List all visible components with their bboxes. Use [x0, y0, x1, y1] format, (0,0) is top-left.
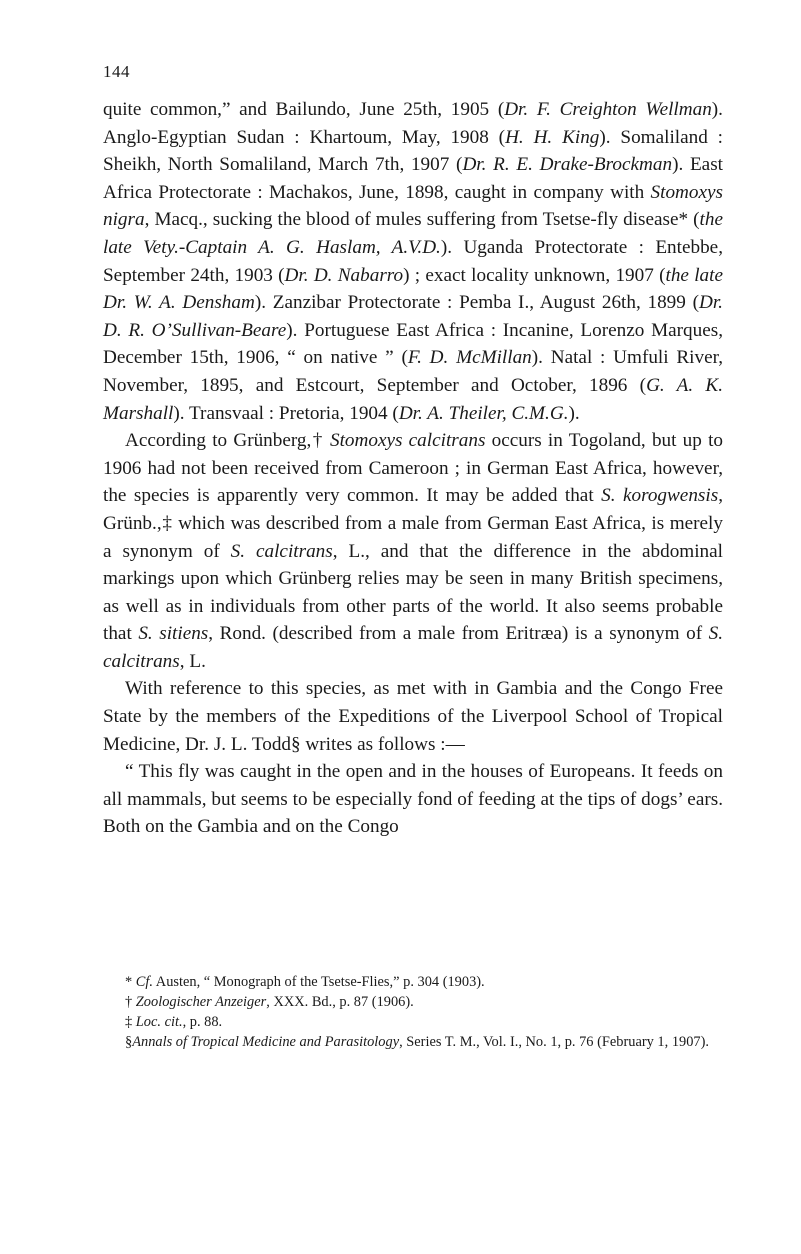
- italic-text: Dr. D. R. O’Sullivan-Beare: [103, 292, 723, 341]
- text-run: , p. 88.: [182, 1014, 223, 1030]
- text-run: †: [125, 994, 136, 1010]
- text-run: ) ; exact locality unknown, 1907 (: [403, 264, 666, 286]
- footnote-austen: [103, 972, 723, 992]
- italic-text: Annals of Tropical Medicine and Parasitology: [132, 1034, 400, 1050]
- text-run: ). Transvaal : Pretoria, 1904 (: [173, 402, 399, 424]
- italic-text: the late Vety.-Captain A. G. Haslam, A.V.D.: [103, 209, 723, 258]
- italic-text: Loc. cit.: [135, 1014, 183, 1030]
- text-run: , L.: [179, 650, 206, 672]
- text-run: , Series T. M., Vol. I., No. 1, p. 76 (February 1, 1907).: [399, 1034, 709, 1050]
- italic-text: Zoologischer Anzeiger: [135, 994, 267, 1010]
- text-run: ).: [568, 402, 580, 424]
- text-run: Austen, “ Monograph of the Tsetse-Flies,” p. 304 (1903).: [153, 974, 485, 990]
- text-run: With reference to this species, as met with in Gambia and the Congo Free State by the members of the Expeditions of the Liverpool School of Tropical Medicine, Dr. J. L. Todd§ writes as follows :—: [103, 678, 723, 755]
- italic-text: S. calcitrans: [103, 623, 723, 672]
- text-run: ). Somaliland : Sheikh, North Somaliland, March 7th, 1907 (: [103, 126, 723, 176]
- text-run: ). Portuguese East Africa : Incanine, Lorenzo Marques, December 15th, 1906, “ on native ” (: [103, 319, 723, 369]
- text-run: ). Zanzibar Protectorate : Pemba I., August 26th, 1899 (: [254, 292, 699, 314]
- italic-text: S. sitiens: [138, 623, 209, 645]
- italic-text: G. A. K. Marshall: [103, 374, 724, 424]
- body-text: [103, 96, 723, 841]
- text-run: ). Uganda Protectorate : Entebbe, September 24th, 1903 (: [103, 236, 723, 286]
- text-run: According to Grünberg,†: [125, 430, 330, 452]
- text-run: , Rond. (described from a male from Eritræa) is a synonym of: [208, 623, 709, 645]
- italic-text: Dr. R. E. Drake-Brockman: [462, 154, 673, 176]
- italic-text: S. korogwensis: [601, 485, 719, 507]
- footnotes: [103, 972, 723, 1052]
- italic-text: Stomoxys nigra: [103, 181, 723, 231]
- footnote-annals: [103, 1032, 723, 1052]
- text-run: §: [125, 1034, 133, 1050]
- paragraph-records: [103, 96, 723, 427]
- paragraph-todd-quote: [103, 758, 723, 841]
- italic-text: H. H. King: [505, 126, 600, 148]
- text-run: ). Natal : Umfuli River, November, 1895, and Estcourt, September and October, 1896 (: [103, 347, 724, 396]
- text-run: quite common,” and Bailundo, June 25th, 1905 (: [103, 99, 505, 120]
- italic-text: S. calcitrans: [230, 540, 333, 562]
- italic-text: Dr. F. Creighton Wellman: [504, 99, 712, 120]
- italic-text: Dr. D. Nabarro: [284, 264, 404, 286]
- text-run: ‡: [125, 1014, 136, 1030]
- text-run: ). Anglo-Egyptian Sudan : Khartoum, May, 1908 (: [103, 99, 723, 148]
- text-run: occurs in Togoland, but up to 1906 had not been received from Cameroon ; in German East Africa, however, the species is apparently very common. It may be added that: [103, 430, 724, 507]
- text-run: , L., and that the difference in the abdominal markings upon which Grünberg relies may be seen in many British specimens, as well as in individuals from other parts of the world. It also seems probable that: [103, 540, 724, 645]
- text-run: “ This fly was caught in the open and in the houses of Europeans. It feeds on all mammals, but seems to be especially fond of feeding at the tips of dogs’ ears. Both on the Gambia and on the Congo: [103, 761, 723, 838]
- italic-text: Dr. A. Theiler, C.M.G.: [398, 402, 569, 424]
- paragraph-todd-intro: [103, 675, 723, 758]
- italic-text: the late Dr. W. A. Densham: [103, 264, 723, 314]
- text-run: , Macq., sucking the blood of mules suffering from Tsetse-fly disease* (: [144, 209, 700, 231]
- page-number: 144: [103, 62, 130, 81]
- text-run: , XXX. Bd., p. 87 (1906).: [266, 994, 414, 1010]
- footnote-loc-cit: [103, 1012, 723, 1032]
- italic-text: Cf.: [135, 974, 153, 990]
- text-run: , Grünb.,‡ which was described from a male from German East Africa, is merely a synonym of: [103, 485, 723, 562]
- footnote-zoologischer: [103, 992, 723, 1012]
- text-run: ). East Africa Protectorate : Machakos, June, 1898, caught in company with: [103, 154, 723, 203]
- text-run: *: [125, 974, 136, 990]
- paragraph-grunberg: [103, 427, 723, 675]
- italic-text: F. D. McMillan: [407, 347, 532, 369]
- italic-text: Stomoxys calcitrans: [329, 430, 486, 452]
